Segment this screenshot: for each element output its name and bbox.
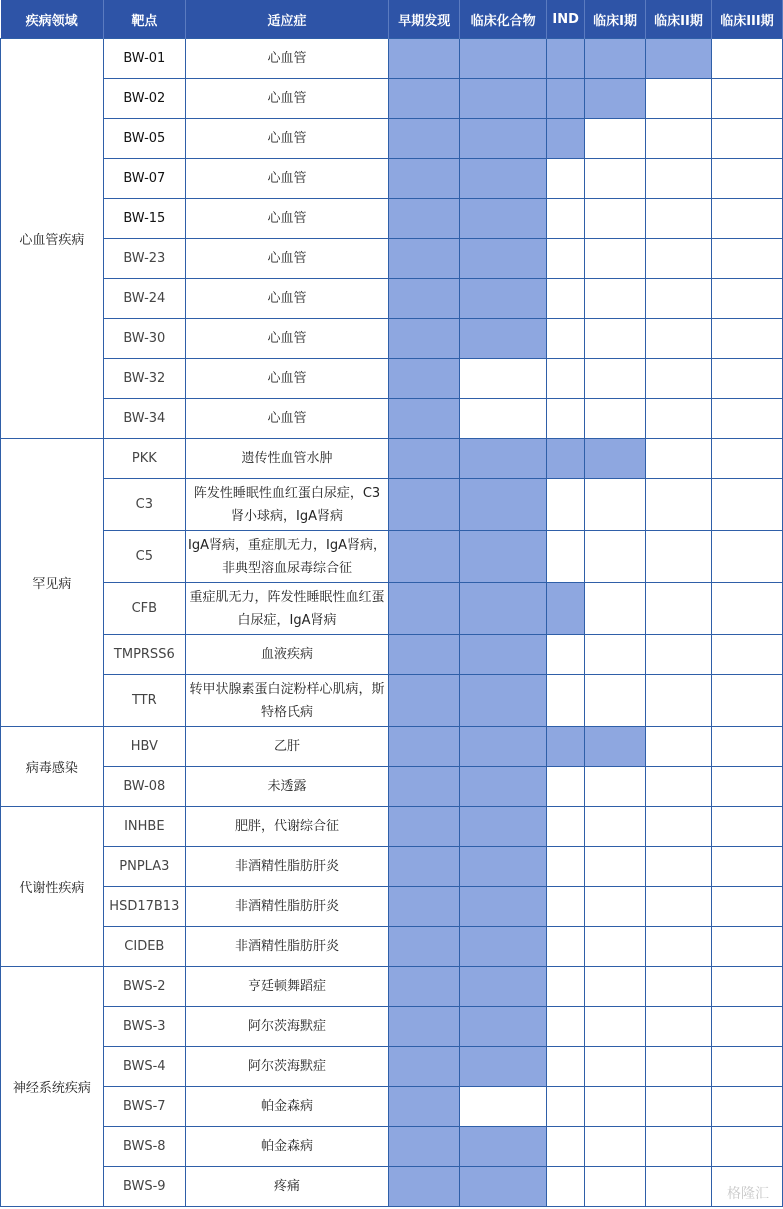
phase-cell-2: [460, 1167, 547, 1207]
phase-cell-1: [389, 927, 460, 967]
phase-cell-5: [646, 807, 712, 847]
phase-cell-6: [711, 479, 782, 531]
header-area: 疾病领域: [1, 0, 104, 39]
phase-cell-1: [389, 199, 460, 239]
disease-area-cell: 神经系统疾病: [1, 967, 104, 1207]
phase-cell-1: [389, 1047, 460, 1087]
phase-cell-1: [389, 531, 460, 583]
header-ind: IND: [547, 0, 585, 39]
phase-cell-3: [547, 119, 585, 159]
indication-cell: 重症肌无力，阵发性睡眠性血红蛋白尿症，IgA肾病: [185, 583, 388, 635]
target-cell: BWS-4: [103, 1047, 185, 1087]
phase-cell-4: [585, 1047, 646, 1087]
phase-cell-6: [711, 1087, 782, 1127]
indication-cell: 心血管: [185, 279, 388, 319]
phase-cell-4: [585, 79, 646, 119]
phase-cell-2: [460, 359, 547, 399]
phase-cell-1: [389, 1167, 460, 1207]
table-row: [1, 767, 783, 807]
phase-cell-1: [389, 1007, 460, 1047]
phase-cell-6: [711, 807, 782, 847]
phase-cell-2: [460, 39, 547, 79]
target-cell: BW-34: [103, 399, 185, 439]
indication-cell: 心血管: [185, 199, 388, 239]
indication-cell: 帕金森病: [185, 1127, 388, 1167]
phase-cell-3: [547, 79, 585, 119]
phase-cell-2: [460, 887, 547, 927]
phase-cell-6: [711, 675, 782, 727]
target-cell: BW-01: [103, 39, 185, 79]
phase-cell-1: [389, 239, 460, 279]
phase-cell-1: [389, 159, 460, 199]
indication-cell: 帕金森病: [185, 1087, 388, 1127]
header-discovery: 早期发现: [389, 0, 460, 39]
phase-cell-4: [585, 439, 646, 479]
phase-cell-2: [460, 1127, 547, 1167]
phase-cell-5: [646, 399, 712, 439]
phase-cell-4: [585, 1087, 646, 1127]
header-phase1: 临床I期: [585, 0, 646, 39]
indication-cell: 血液疾病: [185, 635, 388, 675]
phase-cell-4: [585, 239, 646, 279]
phase-cell-3: [547, 39, 585, 79]
phase-cell-2: [460, 239, 547, 279]
phase-cell-4: [585, 279, 646, 319]
phase-cell-4: [585, 319, 646, 359]
phase-cell-5: [646, 279, 712, 319]
phase-cell-6: [711, 967, 782, 1007]
phase-cell-2: [460, 399, 547, 439]
phase-cell-1: [389, 583, 460, 635]
phase-cell-2: [460, 807, 547, 847]
phase-cell-3: [547, 675, 585, 727]
indication-cell: 非酒精性脂肪肝炎: [185, 887, 388, 927]
disease-area-cell: 心血管疾病: [1, 39, 104, 439]
phase-cell-5: [646, 39, 712, 79]
phase-cell-3: [547, 887, 585, 927]
phase-cell-4: [585, 927, 646, 967]
phase-cell-3: [547, 1167, 585, 1207]
table-row: [1, 635, 783, 675]
phase-cell-1: [389, 727, 460, 767]
phase-cell-2: [460, 727, 547, 767]
table-row: [1, 887, 783, 927]
phase-cell-6: [711, 279, 782, 319]
phase-cell-1: [389, 39, 460, 79]
table-row: [1, 199, 783, 239]
phase-cell-6: [711, 635, 782, 675]
phase-cell-5: [646, 239, 712, 279]
phase-cell-2: [460, 967, 547, 1007]
table-row: [1, 279, 783, 319]
phase-cell-2: [460, 635, 547, 675]
phase-cell-6: [711, 847, 782, 887]
phase-cell-3: [547, 807, 585, 847]
target-cell: BW-24: [103, 279, 185, 319]
phase-cell-5: [646, 79, 712, 119]
phase-cell-3: [547, 159, 585, 199]
target-cell: BW-05: [103, 119, 185, 159]
phase-cell-1: [389, 1087, 460, 1127]
phase-cell-3: [547, 531, 585, 583]
table-body: [1, 39, 783, 1207]
phase-cell-2: [460, 1087, 547, 1127]
table-row: [1, 479, 783, 531]
table-row: [1, 583, 783, 635]
table-row: [1, 39, 783, 79]
header-phase2: 临床II期: [646, 0, 712, 39]
indication-cell: 亨廷顿舞蹈症: [185, 967, 388, 1007]
table-row: [1, 399, 783, 439]
indication-cell: IgA肾病，重症肌无力，IgA肾病，非典型溶血尿毒综合征: [185, 531, 388, 583]
phase-cell-2: [460, 79, 547, 119]
phase-cell-2: [460, 767, 547, 807]
table-row: [1, 359, 783, 399]
target-cell: BW-02: [103, 79, 185, 119]
target-cell: HBV: [103, 727, 185, 767]
phase-cell-5: [646, 1087, 712, 1127]
target-cell: BW-08: [103, 767, 185, 807]
disease-area-cell: 罕见病: [1, 439, 104, 727]
phase-cell-5: [646, 887, 712, 927]
target-cell: C3: [103, 479, 185, 531]
indication-cell: 阵发性睡眠性血红蛋白尿症，C3肾小球病，IgA肾病: [185, 479, 388, 531]
table-row: [1, 847, 783, 887]
phase-cell-4: [585, 531, 646, 583]
phase-cell-1: [389, 119, 460, 159]
phase-cell-1: [389, 319, 460, 359]
table-row: [1, 239, 783, 279]
header-row: [1, 0, 783, 39]
phase-cell-5: [646, 583, 712, 635]
table-row: [1, 531, 783, 583]
phase-cell-6: [711, 1047, 782, 1087]
phase-cell-6: [711, 359, 782, 399]
target-cell: BW-30: [103, 319, 185, 359]
table-row: [1, 1167, 783, 1207]
phase-cell-5: [646, 767, 712, 807]
phase-cell-6: [711, 159, 782, 199]
target-cell: BWS-8: [103, 1127, 185, 1167]
phase-cell-2: [460, 199, 547, 239]
phase-cell-3: [547, 583, 585, 635]
phase-cell-3: [547, 727, 585, 767]
phase-cell-5: [646, 479, 712, 531]
table-row: [1, 79, 783, 119]
table-row: [1, 119, 783, 159]
indication-cell: 阿尔茨海默症: [185, 1007, 388, 1047]
phase-cell-2: [460, 119, 547, 159]
phase-cell-3: [547, 319, 585, 359]
phase-cell-3: [547, 479, 585, 531]
target-cell: CIDEB: [103, 927, 185, 967]
phase-cell-4: [585, 359, 646, 399]
phase-cell-2: [460, 159, 547, 199]
phase-cell-1: [389, 399, 460, 439]
phase-cell-5: [646, 319, 712, 359]
phase-cell-3: [547, 1087, 585, 1127]
table-row: [1, 1007, 783, 1047]
phase-cell-6: [711, 767, 782, 807]
phase-cell-4: [585, 39, 646, 79]
phase-cell-1: [389, 279, 460, 319]
indication-cell: 阿尔茨海默症: [185, 1047, 388, 1087]
phase-cell-2: [460, 1007, 547, 1047]
phase-cell-2: [460, 479, 547, 531]
phase-cell-3: [547, 927, 585, 967]
phase-cell-6: [711, 1007, 782, 1047]
phase-cell-4: [585, 807, 646, 847]
phase-cell-2: [460, 531, 547, 583]
phase-cell-3: [547, 239, 585, 279]
phase-cell-6: [711, 439, 782, 479]
phase-cell-2: [460, 675, 547, 727]
table-row: [1, 807, 783, 847]
table-row: [1, 927, 783, 967]
phase-cell-5: [646, 727, 712, 767]
phase-cell-2: [460, 279, 547, 319]
target-cell: CFB: [103, 583, 185, 635]
watermark: 格隆汇: [727, 1186, 769, 1202]
phase-cell-5: [646, 531, 712, 583]
target-cell: BW-32: [103, 359, 185, 399]
phase-cell-6: [711, 927, 782, 967]
phase-cell-2: [460, 439, 547, 479]
phase-cell-3: [547, 399, 585, 439]
phase-cell-2: [460, 319, 547, 359]
target-cell: BWS-3: [103, 1007, 185, 1047]
phase-cell-4: [585, 727, 646, 767]
phase-cell-6: [711, 319, 782, 359]
phase-cell-1: [389, 767, 460, 807]
phase-cell-6: [711, 727, 782, 767]
indication-cell: 乙肝: [185, 727, 388, 767]
phase-cell-3: [547, 439, 585, 479]
indication-cell: 遗传性血管水肿: [185, 439, 388, 479]
phase-cell-1: [389, 635, 460, 675]
phase-cell-2: [460, 847, 547, 887]
phase-cell-3: [547, 767, 585, 807]
table-row: [1, 727, 783, 767]
target-cell: C5: [103, 531, 185, 583]
phase-cell-6: [711, 119, 782, 159]
header-compound: 临床化合物: [460, 0, 547, 39]
table-row: [1, 159, 783, 199]
phase-cell-2: [460, 927, 547, 967]
phase-cell-6: [711, 583, 782, 635]
phase-cell-3: [547, 847, 585, 887]
table-row: [1, 675, 783, 727]
phase-cell-5: [646, 1167, 712, 1207]
phase-cell-1: [389, 967, 460, 1007]
phase-cell-4: [585, 1167, 646, 1207]
phase-cell-4: [585, 1007, 646, 1047]
phase-cell-6: [711, 531, 782, 583]
phase-cell-1: [389, 439, 460, 479]
phase-cell-3: [547, 359, 585, 399]
table-row: [1, 439, 783, 479]
phase-cell-4: [585, 967, 646, 1007]
phase-cell-4: [585, 159, 646, 199]
target-cell: BW-23: [103, 239, 185, 279]
indication-cell: 未透露: [185, 767, 388, 807]
table-row: [1, 1087, 783, 1127]
indication-cell: 心血管: [185, 399, 388, 439]
indication-cell: 心血管: [185, 359, 388, 399]
phase-cell-5: [646, 967, 712, 1007]
phase-cell-5: [646, 675, 712, 727]
phase-cell-1: [389, 79, 460, 119]
indication-cell: 心血管: [185, 159, 388, 199]
phase-cell-5: [646, 635, 712, 675]
phase-cell-1: [389, 479, 460, 531]
indication-cell: 心血管: [185, 239, 388, 279]
target-cell: BW-07: [103, 159, 185, 199]
phase-cell-5: [646, 1047, 712, 1087]
phase-cell-4: [585, 199, 646, 239]
phase-cell-5: [646, 1127, 712, 1167]
target-cell: TTR: [103, 675, 185, 727]
phase-cell-1: [389, 1127, 460, 1167]
phase-cell-1: [389, 887, 460, 927]
target-cell: BWS-9: [103, 1167, 185, 1207]
phase-cell-5: [646, 119, 712, 159]
phase-cell-4: [585, 767, 646, 807]
indication-cell: 转甲状腺素蛋白淀粉样心肌病，斯特格氏病: [185, 675, 388, 727]
header-indication: 适应症: [185, 0, 388, 39]
phase-cell-6: [711, 39, 782, 79]
phase-cell-3: [547, 1007, 585, 1047]
disease-area-cell: 病毒感染: [1, 727, 104, 807]
phase-cell-3: [547, 1127, 585, 1167]
phase-cell-5: [646, 439, 712, 479]
indication-cell: 非酒精性脂肪肝炎: [185, 847, 388, 887]
disease-area-cell: 代谢性疾病: [1, 807, 104, 967]
phase-cell-4: [585, 635, 646, 675]
target-cell: TMPRSS6: [103, 635, 185, 675]
phase-cell-4: [585, 847, 646, 887]
indication-cell: 非酒精性脂肪肝炎: [185, 927, 388, 967]
indication-cell: 心血管: [185, 79, 388, 119]
table-row: [1, 319, 783, 359]
phase-cell-3: [547, 967, 585, 1007]
indication-cell: 心血管: [185, 119, 388, 159]
phase-cell-2: [460, 583, 547, 635]
target-cell: PKK: [103, 439, 185, 479]
target-cell: BW-15: [103, 199, 185, 239]
indication-cell: 心血管: [185, 319, 388, 359]
phase-cell-1: [389, 807, 460, 847]
phase-cell-1: [389, 847, 460, 887]
table-row: [1, 1047, 783, 1087]
phase-cell-5: [646, 159, 712, 199]
phase-cell-3: [547, 199, 585, 239]
phase-cell-4: [585, 399, 646, 439]
phase-cell-4: [585, 583, 646, 635]
target-cell: BWS-2: [103, 967, 185, 1007]
phase-cell-4: [585, 887, 646, 927]
phase-cell-4: [585, 119, 646, 159]
phase-cell-6: [711, 199, 782, 239]
phase-cell-3: [547, 1047, 585, 1087]
phase-cell-6: [711, 239, 782, 279]
phase-cell-2: [460, 1047, 547, 1087]
header-target: 靶点: [103, 0, 185, 39]
target-cell: HSD17B13: [103, 887, 185, 927]
indication-cell: 疼痛: [185, 1167, 388, 1207]
phase-cell-6: [711, 1127, 782, 1167]
indication-cell: 肥胖，代谢综合征: [185, 807, 388, 847]
phase-cell-1: [389, 359, 460, 399]
phase-cell-5: [646, 847, 712, 887]
phase-cell-4: [585, 1127, 646, 1167]
phase-cell-3: [547, 279, 585, 319]
phase-cell-4: [585, 479, 646, 531]
phase-cell-6: [711, 887, 782, 927]
target-cell: BWS-7: [103, 1087, 185, 1127]
target-cell: PNPLA3: [103, 847, 185, 887]
target-cell: INHBE: [103, 807, 185, 847]
phase-cell-6: [711, 79, 782, 119]
phase-cell-5: [646, 359, 712, 399]
phase-cell-5: [646, 927, 712, 967]
phase-cell-5: [646, 199, 712, 239]
header-phase3: 临床III期: [711, 0, 782, 39]
phase-cell-5: [646, 1007, 712, 1047]
phase-cell-6: [711, 399, 782, 439]
indication-cell: 心血管: [185, 39, 388, 79]
table-row: [1, 1127, 783, 1167]
phase-cell-4: [585, 675, 646, 727]
phase-cell-1: [389, 675, 460, 727]
phase-cell-3: [547, 635, 585, 675]
table-row: [1, 967, 783, 1007]
